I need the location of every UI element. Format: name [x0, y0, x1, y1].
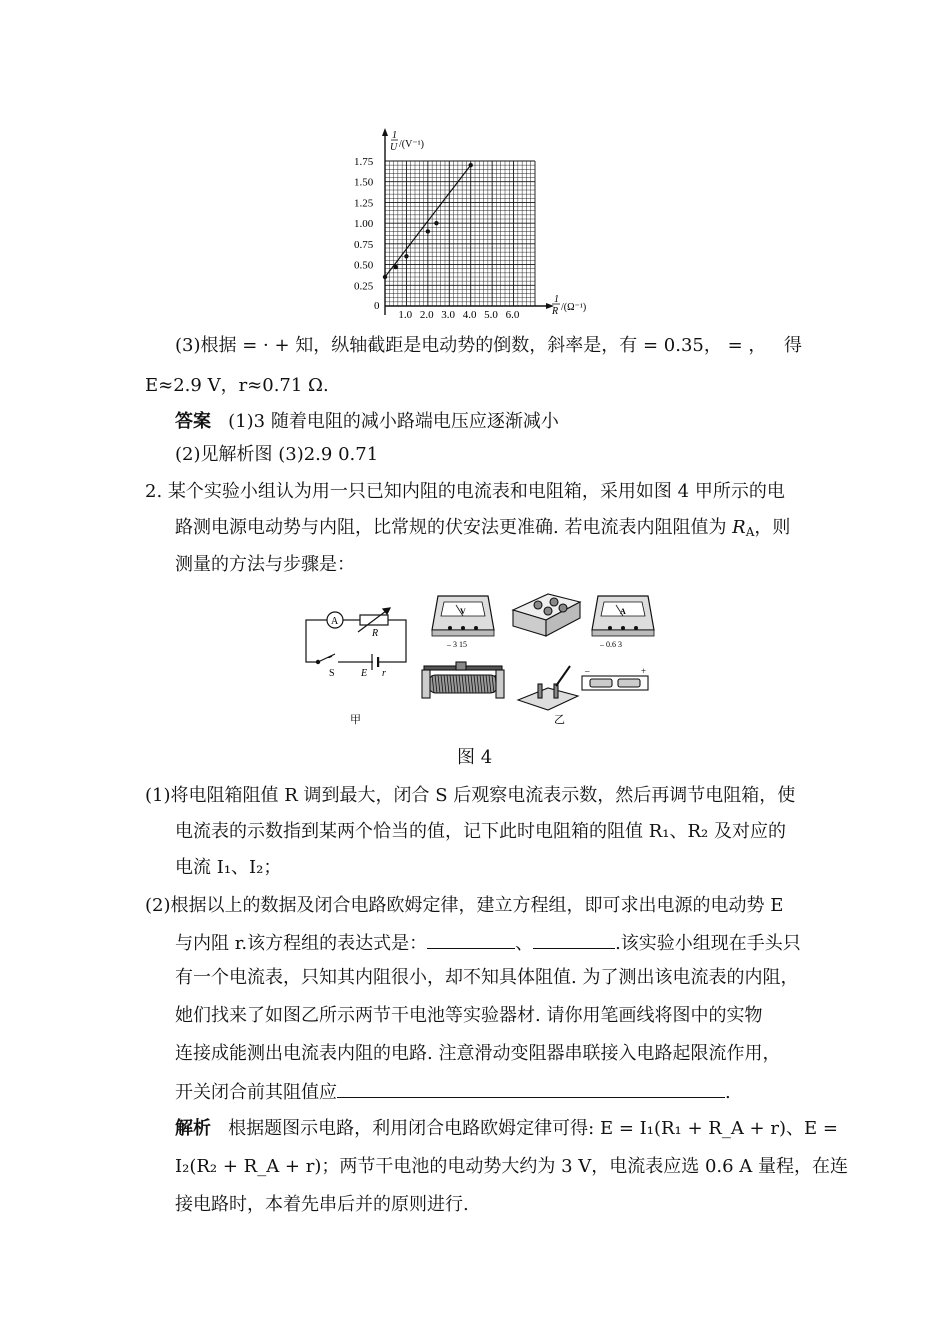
y-axis-frac-den: U — [390, 142, 398, 153]
part3-line1: (3)根据 = · + 知，纵轴截距是电动势的倒数，斜率是，有 = 0.35， = ， — [175, 335, 767, 356]
answer-line2: (2)见解析图 (3)2.9 0.71 — [175, 444, 379, 465]
data-point — [394, 265, 398, 269]
voltmeter-terminal-labels: – 3 15 — [447, 640, 467, 649]
resistor-label: R — [372, 628, 379, 639]
ammeter-face-label: A — [620, 607, 626, 616]
step2-line5: 连接成能测出电流表内阻的电路. 注意滑动变阻器串联接入电路起限流作用， — [175, 1043, 781, 1064]
x-tick-label: 5.0 — [484, 309, 498, 320]
y-tick-label: 1.25 — [354, 197, 374, 210]
analysis-line3: 接电路时，本着先串后并的原则进行. — [175, 1194, 469, 1215]
label-jia: 甲 — [350, 714, 361, 726]
step1-line2: 电流表的示数指到某两个恰当的值，记下此时电阻箱的阻值 R₁、R₂ 及对应的 — [175, 821, 786, 842]
rheostat-device — [422, 662, 504, 698]
resistance-box — [513, 594, 580, 636]
y-axis-frac-num: 1 — [392, 130, 397, 141]
x-axis-unit: /(Ω⁻¹) — [561, 302, 587, 313]
step2-line4: 她们找来了如图乙所示两节干电池等实验器材. 请你用笔画线将图中的实物 — [175, 1005, 763, 1026]
emf-label: E — [361, 668, 368, 679]
ammeter-device — [592, 596, 654, 636]
x-tick-label: 3.0 — [441, 309, 456, 320]
x-tick-label: 2.0 — [419, 309, 434, 320]
switch-label: S — [329, 668, 335, 679]
x-tick-label: 6.0 — [505, 309, 520, 320]
graph-1-over-u-vs-1-over-r — [340, 125, 620, 320]
y-tick-label: 1.00 — [354, 218, 374, 231]
knife-switch-device — [518, 666, 578, 710]
part3-line1-tail: 得 — [784, 335, 802, 356]
answer-label: 答案 — [175, 411, 211, 432]
data-point — [469, 163, 473, 167]
question2-line1: 2. 某个实验小组认为用一只已知内阻的电流表和电阻箱，采用如图 4 甲所示的电 — [145, 481, 785, 502]
equation-blank-1[interactable] — [427, 930, 515, 949]
ammeter-terminal-labels: – 0.6 3 — [600, 640, 622, 649]
step1-line3: 电流 I₁、I₂； — [175, 857, 282, 878]
step2-line3: 有一个电流表，只知其内阻很小，却不知具体阻值. 为了测出该电流表的内阻， — [175, 967, 799, 988]
analysis-line2: I₂(R₂ + R_A + r)；两节干电池的电动势大约为 3 V，电流表应选 0.6 A 量程，在连 — [175, 1156, 849, 1177]
step1-line1: (1)将电阻箱阻值 R 调到最大，闭合 S 后观察电流表示数，然后再调节电阻箱，使 — [145, 785, 796, 806]
question2-line2: 路测电源电动势与内阻，比常规的伏安法更准确. 若电流表内阻阻值为 $R_A$，则 — [175, 517, 791, 539]
step2-line6: 开关闭合前其阻值应 . — [175, 1079, 731, 1105]
y-axis-unit: /(V⁻¹) — [399, 139, 424, 150]
internal-r-label: r — [382, 668, 386, 679]
battery-minus-label: – — [585, 666, 590, 676]
question2-line3: 测量的方法与步骤是： — [175, 554, 355, 575]
figure-caption: 图 4 — [457, 747, 493, 768]
question-number: 2. — [145, 481, 163, 502]
y-tick-label: 0.75 — [354, 238, 374, 251]
ammeter-symbol: A — [331, 616, 339, 627]
origin-label: 0 — [374, 300, 380, 312]
voltmeter-device — [432, 596, 494, 636]
y-tick-label: 1.50 — [354, 176, 374, 189]
data-point — [383, 275, 387, 279]
figure-4 — [298, 580, 668, 730]
answer-line1: 答案 (1)3 随着电阻的减小路端电压应逐渐减小 — [175, 411, 559, 432]
y-tick-label: 1.75 — [354, 156, 374, 168]
battery-plus-label: + — [641, 666, 647, 676]
step2-line1: (2)根据以上的数据及闭合电路欧姆定律，建立方程组，即可求出电源的电动势 E — [145, 895, 784, 916]
x-tick-label: 1.0 — [398, 309, 413, 320]
circuit-diagram-jia — [306, 608, 406, 670]
x-axis-frac-num: 1 — [554, 294, 559, 305]
label-yi: 乙 — [554, 714, 565, 726]
x-axis-frac-den: R — [552, 306, 559, 317]
part3-line2: E≈2.9 V，r≈0.71 Ω. — [145, 375, 329, 396]
step2-line2: 与内阻 r.该方程组的表达式是： 、 .该实验小组现在手头只 — [175, 930, 801, 956]
x-tick-label: 4.0 — [462, 309, 477, 320]
y-tick-label: 0.25 — [354, 280, 374, 293]
y-tick-label: 0.50 — [354, 259, 374, 272]
resistance-answer-blank[interactable] — [337, 1079, 725, 1098]
battery-pair-device — [582, 676, 648, 690]
data-point — [404, 254, 408, 258]
voltmeter-face-label: V — [460, 607, 466, 616]
analysis-line1: 解析 根据题图示电路，利用闭合电路欧姆定律可得: E = I₁(R₁ + R_A + r)、E = — [175, 1118, 838, 1139]
equation-blank-2[interactable] — [533, 930, 615, 949]
analysis-label: 解析 — [175, 1118, 211, 1139]
data-point — [426, 229, 430, 233]
data-point — [434, 221, 438, 225]
